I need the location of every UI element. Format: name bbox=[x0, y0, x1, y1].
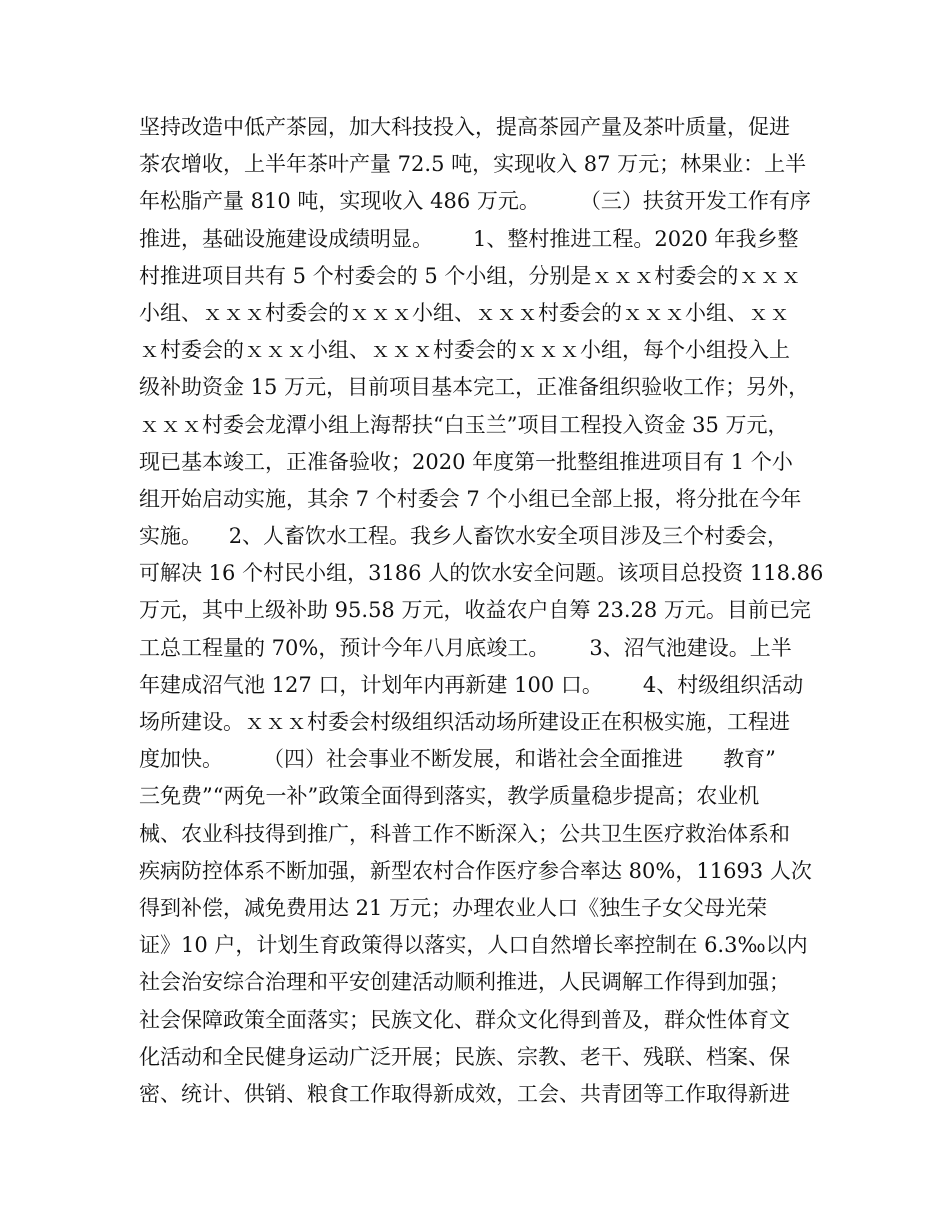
text-line: 度加快。 （四）社会事业不断发展，和谐社会全面推进 教育” bbox=[139, 747, 776, 772]
text-line: 茶农增收，上半年茶叶产量 72.5 吨，实现收入 87 万元；林果业：上半 bbox=[139, 152, 807, 177]
text-line: 社会治安综合治理和平安创建活动顺利推进，人民调解工作得到加强； bbox=[139, 970, 790, 995]
text-line: 疾病防控体系不断加强，新型农村合作医疗参合率达 80%，11693 人次 bbox=[139, 858, 812, 883]
text-line: 场所建设。ｘｘｘ村委会村级组织活动场所建设正在积极实施，工程进 bbox=[139, 710, 790, 734]
text-line: 年建成沼气池 127 口，计划年内再新建 100 口。 4、村级组织活动 bbox=[139, 672, 804, 697]
text-line: 推进，基础设施建设成绩明显。 1、整村推进工程。2020 年我乡整 bbox=[139, 226, 799, 251]
text-line: 化活动和全民健身运动广泛开展；民族、宗教、老干、残联、档案、保 bbox=[139, 1044, 790, 1069]
text-line: 证》10 户，计划生育政策得以落实，人口自然增长率控制在 6.3‰以内 bbox=[139, 933, 808, 958]
text-line: ｘｘｘ村委会龙潭小组上海帮扶“白玉兰”项目工程投入资金 35 万元， bbox=[139, 412, 789, 437]
text-line: 械、农业科技得到推广，科普工作不断深入；公共卫生医疗救治体系和 bbox=[139, 821, 790, 846]
text-line: 村推进项目共有 5 个村委会的 5 个小组，分别是ｘｘｘ村委会的ｘｘｘ bbox=[139, 263, 802, 288]
text-line: 社会保障政策全面落实；民族文化、群众文化得到普及，群众性体育文 bbox=[139, 1007, 790, 1032]
body-text bbox=[139, 109, 829, 1113]
text-line: 密、统计、供销、粮食工作取得新成效，工会、共青团等工作取得新进 bbox=[139, 1081, 790, 1106]
text-line: 实施。 2、人畜饮水工程。我乡人畜饮水安全项目涉及三个村委会， bbox=[139, 524, 789, 549]
text-line: 三免费”“两免一补”政策全面得到落实，教学质量稳步提高；农业机 bbox=[139, 784, 760, 809]
text-line: 坚持改造中低产茶园，加大科技投入，提高茶园产量及茶叶质量，促进 bbox=[139, 115, 790, 139]
text-line: 万元，其中上级补助 95.58 万元，收益农户自筹 23.28 万元。目前已完 bbox=[139, 598, 811, 623]
text-line: 级补助资金 15 万元，目前项目基本完工，正准备组织验收工作；另外， bbox=[139, 375, 810, 400]
text-line: ｘ村委会的ｘｘｘ小组、ｘｘｘ村委会的ｘｘｘ小组，每个小组投入上 bbox=[139, 338, 790, 363]
text-line: 组开始启动实施，其余 7 个村委会 7 个小组已全部上报，将分批在今年 bbox=[139, 486, 802, 511]
text-line: 工总工程量的 70%，预计今年八月底竣工。 3、沼气池建设。上半 bbox=[139, 635, 792, 660]
text-line: 年松脂产量 810 吨，实现收入 486 万元。 （三）扶贫开发工作有序 bbox=[139, 189, 811, 214]
text-line: 小组、ｘｘｘ村委会的ｘｘｘ小组、ｘｘｘ村委会的ｘｘｘ小组、ｘｘ bbox=[139, 300, 790, 325]
text-line: 现已基本竣工，正准备验收；2020 年度第一批整组推进项目有 1 个小 bbox=[139, 449, 793, 474]
text-line: 得到补偿，减免费用达 21 万元；办理农业人口《独生子女父母光荣 bbox=[139, 895, 768, 920]
text-line: 可解决 16 个村民小组，3186 人的饮水安全问题。该项目总投资 118.86 bbox=[139, 561, 824, 586]
